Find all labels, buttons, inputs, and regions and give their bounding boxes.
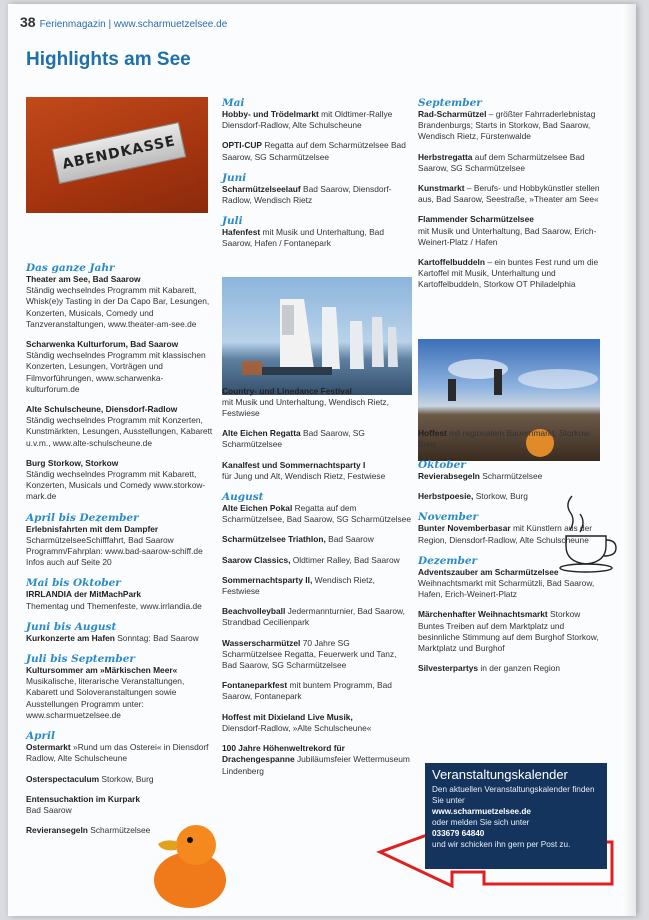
event-desc: Scharmützelsee: [482, 471, 543, 482]
page-title: Highlights am See: [26, 49, 191, 70]
event-name: Märchenhafter Weihnachtsmarkt: [418, 609, 548, 620]
event-name: Ostermarkt: [26, 742, 71, 753]
event-desc: Ständig wechselndes Programm mit Konzerten, Kunstmärkten, Lesungen, Ausstellungen, Kabarett u.v.m., www.alte-schulscheune.de: [26, 415, 213, 448]
event-name: Wasserscharmützel: [222, 637, 301, 648]
month-heading: April bis Dezember: [26, 511, 139, 524]
event-desc: – ein buntes Fest rund um die Kartoffel mit Musik, Unterhaltung und Kartoffelbuddeln, Storkow OT Philadelphia: [418, 257, 599, 290]
event-desc: »Rund um das Osterei« in Diensdorf Radlow, Alte Schulscheune: [26, 742, 209, 764]
event-desc: Diensdorf-Radlow, »Alte Schulscheune«: [222, 722, 372, 733]
abendkasse-sign: ABENDKASSE: [52, 122, 187, 184]
month-heading: November: [418, 511, 479, 524]
event-name: Country- und Linedance Festival: [222, 385, 352, 396]
event-name: Saarow Classics,: [222, 554, 291, 565]
rubber-duck-icon: [154, 825, 226, 908]
magazine-name: Ferienmagazin | www.scharmuetzelsee.de: [39, 19, 228, 30]
calendar-line3: und wir schicken ihn gern per Post zu.: [432, 840, 571, 849]
event-desc: mit buntem Programm, Bad Saarow, Fontanepark: [222, 680, 392, 702]
event-name: Scharmützelsee Triathlon,: [222, 534, 326, 545]
month-heading: Das ganze Jahr: [26, 262, 115, 274]
event-desc: Ständig wechselndes Programm mit klassischen Konzerten, Lesungen, Vorträgen und Filmvorführungen, www.scharwenka-kulturforum.de: [26, 350, 206, 394]
event-name: Hobby- und Trödelmarkt: [222, 109, 319, 119]
month-heading: Mai bis Oktober: [26, 577, 121, 590]
calendar-line1: Den aktuellen Veranstaltungskalender finden Sie unter: [432, 785, 595, 805]
event-desc: Bad Saarow: [328, 534, 374, 545]
event-name: Alte Eichen Regatta: [222, 428, 301, 439]
event-desc: Ständig wechselndes Programm mit Kabarett, Konzerten, Musicals und Comedy www.storkow-mark.de: [26, 469, 206, 502]
event-name: Alte Eichen Pokal: [222, 503, 293, 514]
event-desc: Storkow, Burg: [475, 491, 528, 502]
event-name: Alte Schulscheune, Diensdorf-Radlow: [26, 404, 178, 415]
event-name: Burg Storkow, Storkow: [26, 457, 119, 468]
event-name: Bunter Novemberbasar: [418, 523, 511, 534]
event-desc: Bad Saarow, Diensdorf-Radlow, Wendisch Rietz: [222, 183, 392, 206]
event-desc: Weihnachtsmarkt mit Scharmützli, Bad Saarow, Hafen, Erich-Weinert-Platz: [418, 578, 595, 600]
event-name: Kultursommer am »Märkischen Meer«: [26, 665, 178, 676]
month-heading: April: [26, 730, 55, 743]
calendar-line2: oder melden Sie sich unter: [432, 818, 530, 827]
event-desc: Regatta auf dem Scharmützelsee, Bad Saarow, SG Scharmützelsee: [222, 503, 411, 525]
page-number: 38: [20, 14, 36, 30]
calendar-website-link[interactable]: www.scharmuetzelsee.de: [432, 807, 531, 816]
event-desc: Ständig wechselndes Programm mit Kabarett, Whisk(e)y Tasting in der Da Capo Bar, Lesungen, Konzerten, Musicals, Comedy und Tanzveranstaltungen, www.theater-am-see.de: [26, 285, 210, 329]
event-name: Silvesterpartys: [418, 663, 479, 674]
event-desc: Bad Saarow, SG Scharmützelsee: [222, 428, 365, 450]
event-name: Herbstregatta: [418, 151, 473, 162]
event-desc: Bad Saarow: [26, 804, 72, 815]
calendar-title: Veranstaltungskalender: [432, 767, 568, 782]
event-desc: mit Musik und Unterhaltung, Bad Saarow, Hafen / Fontanepark: [222, 227, 384, 249]
event-desc: auf dem Scharmützelsee Bad Saarow, SG Scharmützelsee: [418, 151, 585, 173]
month-heading: Juli bis September: [26, 653, 135, 666]
month-heading: September: [418, 97, 482, 109]
event-name: Beachvolleyball: [222, 606, 286, 617]
event-name: Kunstmarkt: [418, 183, 465, 194]
month-heading: August: [222, 491, 264, 504]
event-name: Hoffest: [418, 427, 447, 438]
event-desc: – größter Fahrraderlebnistag Brandenburgs; Starts in Storkow, Bad Saarow, Wendisch Rietz, Fürstenwalde: [418, 109, 596, 142]
event-name: Scharmützelseelauf: [222, 183, 301, 194]
event-name: Kurkonzerte am Hafen: [26, 632, 115, 643]
event-desc: Thementag und Themenfeste, www.irrlandia.de: [26, 600, 202, 611]
event-desc: für Jung und Alt, Wendisch Rietz, Festwiese: [222, 470, 386, 481]
event-desc: Scharmützelsee: [90, 825, 151, 836]
month-heading: Juli: [222, 215, 243, 228]
event-name: Entensuchaktion im Kurpark: [26, 793, 141, 804]
event-desc: Storkow Buntes Treiben auf dem Marktplatz und besinnliche Stimmung auf dem Burghof Storkow, Marktplatz und Burghof: [418, 609, 599, 654]
event-desc: in der ganzen Region: [480, 663, 561, 674]
month-heading: Juni bis August: [26, 620, 117, 633]
month-heading: Dezember: [418, 554, 478, 567]
event-desc: mit Musik und Unterhaltung, Wendisch Rietz, Festwiese: [222, 396, 389, 419]
event-name: Osterspectaculum: [26, 773, 100, 784]
event-desc: Storkow, Burg: [101, 773, 154, 784]
calendar-phone: 033679 64840: [432, 829, 485, 838]
event-name: IRRLANDIA der MitMachPark: [26, 589, 142, 600]
event-desc: mit Künstlern aus der Region, Diensdorf-Radlow, Alte Schulscheune: [418, 523, 593, 545]
event-desc: Wendisch Rietz, Festwiese: [222, 574, 375, 597]
event-name: OPTI-CUP: [222, 140, 263, 151]
event-desc: Jedermannturnier, Bad Saarow, Strandbad Cecilienpark: [222, 606, 405, 628]
event-name: Herbstpoesie,: [418, 491, 474, 502]
event-desc: 70 Jahre SG Scharmützelsee Regatta, Feuerwerk und Tanz, Bad Saarow, SG Scharmützelsee: [222, 637, 397, 671]
event-name: Kartoffelbuddeln: [418, 257, 485, 268]
event-name: Sommernachtsparty II,: [222, 574, 313, 585]
event-desc: mit Oldtimer-Rallye Diensdorf-Radlow, Alte Schulscheune: [222, 109, 393, 131]
event-name: Revierabsegeln: [418, 471, 480, 482]
coffee-cup-icon: [560, 496, 616, 572]
event-desc: Jubiläumsfeier Wettermuseum Lindenberg: [222, 754, 410, 776]
event-desc: ScharmützelseeSchifffahrt, Bad Saarow Programm/Fahrplan: www.bad-saarow-schiff.de Infos auch auf Seite 20: [26, 534, 203, 568]
month-heading: Oktober: [418, 459, 466, 472]
event-desc: – Berufs- und Hobbykünstler stellen aus, Bad Saarow, Seestraße, »Theater am See«: [418, 183, 600, 205]
event-name: Rad-Scharmützel: [418, 109, 487, 119]
event-desc: Musikalische, literarische Veranstaltungen, Kabarett und Soloveranstaltungen sowie Ausstellungen Programm unter: www.scharmuetzelsee.de: [26, 676, 185, 720]
event-name: Hoffest mit Dixieland Live Musik,: [222, 711, 353, 722]
event-name: Theater am See, Bad Saarow: [26, 274, 141, 284]
event-name: Hafenfest: [222, 227, 261, 238]
event-name: Adventszauber am Scharmützelsee: [418, 566, 559, 577]
month-heading: Juni: [222, 171, 247, 184]
event-name: 100 Jahre Höhenweltrekord für Drachengespanne: [222, 743, 345, 765]
event-desc: Sonntag: Bad Saarow: [117, 632, 199, 643]
event-calendar-box: [425, 763, 607, 869]
event-desc: Regatta auf dem Scharmützelsee Bad Saarow, SG Scharmützelsee: [222, 140, 406, 162]
event-name: Flammender Scharmützelsee: [418, 214, 534, 225]
event-desc: mit Musik und Unterhaltung, Bad Saarow, Erich-Weinert-Platz / Hafen: [418, 225, 597, 247]
event-name: Kanalfest und Sommernachtsparty I: [222, 459, 366, 470]
event-name: Fontaneparkfest: [222, 680, 288, 691]
month-heading: Mai: [222, 97, 245, 109]
event-desc: Oldtimer Ralley, Bad Saarow: [292, 554, 400, 565]
event-desc: mit regionalem Bauernmarkt, Storkow, Burg: [418, 427, 592, 449]
event-name: Scharwenka Kulturforum, Bad Saarow: [26, 339, 179, 350]
event-name: Erlebnisfahrten mit dem Dampfer: [26, 523, 159, 534]
event-name: Revieransegeln: [26, 825, 88, 836]
